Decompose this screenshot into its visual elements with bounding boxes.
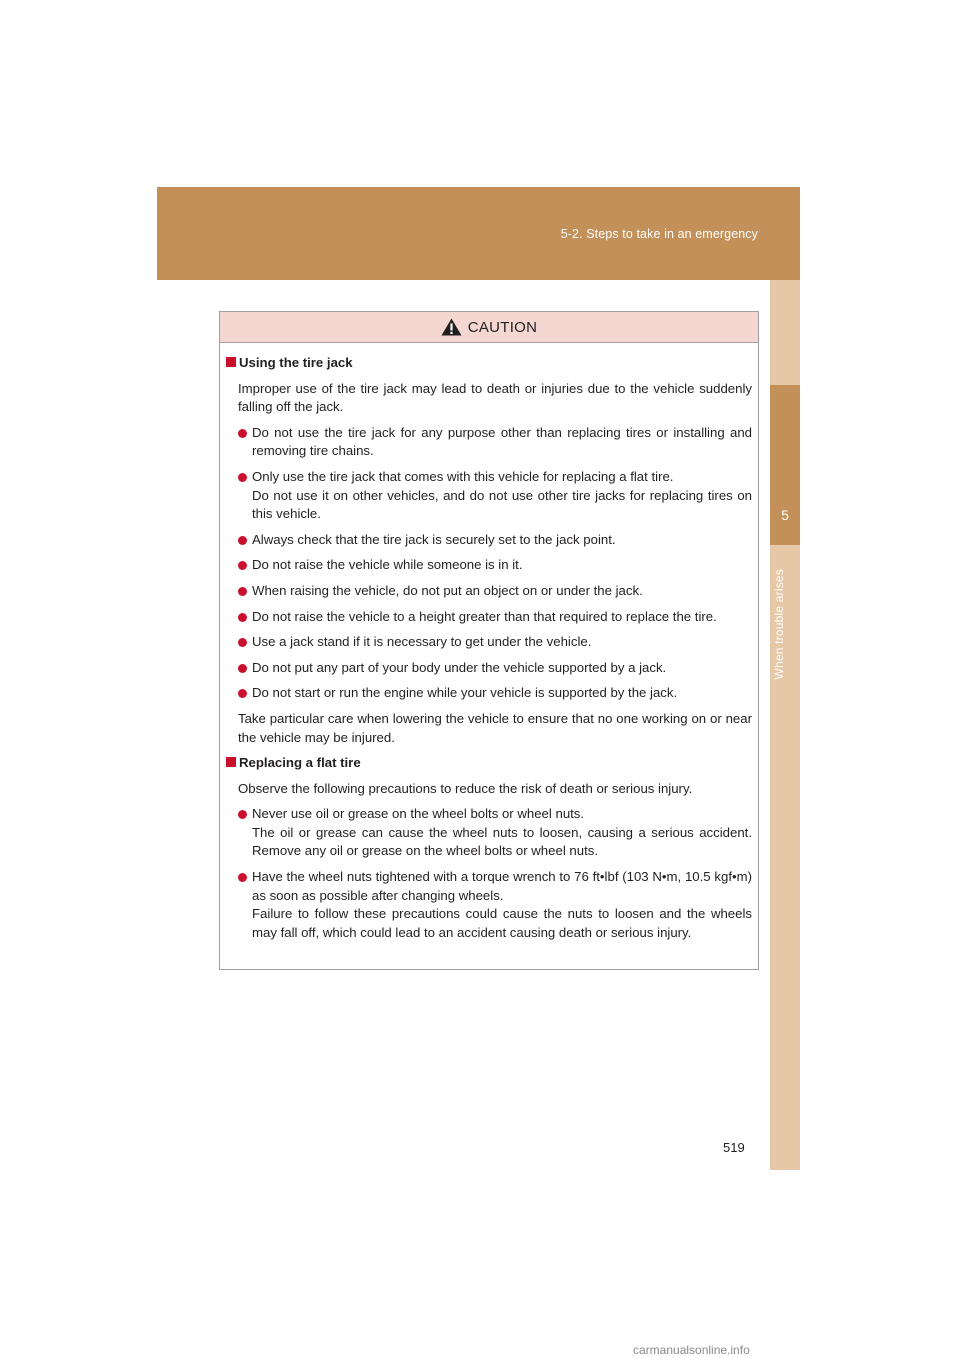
bullet-text	[252, 582, 752, 601]
bullet-text	[252, 468, 752, 524]
red-circle-bullet-icon	[238, 536, 247, 545]
caution-header	[220, 312, 758, 343]
section-intro: Improper use of the tire jack may lead to death or injuries due to the vehicle suddenly falling off the jack.	[238, 380, 752, 415]
heading-text: Using the tire jack	[239, 355, 353, 370]
bullet-line: Have the wheel nuts tightened with a torque wrench to 76 ft•lbf (103 N•m, 10.5 kgf•m) as soon as possible after changing wheels.	[252, 869, 752, 903]
bullet-line: When raising the vehicle, do not put an object on or under the jack.	[252, 582, 643, 598]
bullet-line: Use a jack stand if it is necessary to get under the vehicle.	[252, 634, 592, 650]
bullet-text	[252, 633, 752, 652]
page-number: 519	[723, 1140, 745, 1155]
bullet-line: Do not put any part of your body under the vehicle supported by a jack.	[252, 659, 667, 675]
red-circle-bullet-icon	[238, 810, 247, 819]
bullet-line: The oil or grease can cause the wheel nuts to loosen, causing a serious accident. Remove any oil or grease on the wheel bolts or wheel nuts.	[252, 824, 752, 859]
bullet-text	[252, 556, 752, 575]
bullet-text	[252, 868, 752, 942]
bullet-text	[252, 684, 752, 703]
bullet-line: Never use oil or grease on the wheel bolts or wheel nuts.	[252, 806, 585, 822]
bullet-text	[252, 805, 752, 861]
caution-title: CAUTION	[467, 318, 538, 336]
caution-bullet	[226, 805, 752, 861]
bullet-text	[252, 531, 752, 550]
section-outro: Take particular care when lowering the vehicle to ensure that no one working on or near the vehicle may be injured.	[238, 710, 752, 745]
red-square-bullet-icon	[226, 357, 236, 367]
section-header-band	[157, 187, 800, 280]
red-circle-bullet-icon	[238, 613, 247, 622]
chapter-name: When trouble arises	[772, 569, 786, 680]
caution-bullet	[226, 424, 752, 461]
chapter-tab-active	[770, 385, 800, 680]
bullet-text	[252, 659, 752, 678]
caution-bullet	[226, 633, 752, 652]
caution-bullet	[226, 868, 752, 942]
watermark: carmanualsonline.info	[633, 1343, 750, 1357]
red-circle-bullet-icon	[238, 873, 247, 882]
bullet-line: Do not use it on other vehicles, and do not use other tire jacks for replacing tires on this vehicle.	[252, 487, 752, 522]
caution-section-heading	[226, 354, 752, 373]
section-intro: Observe the following precautions to reduce the risk of death or serious injury.	[238, 780, 693, 796]
chapter-side-tab	[770, 280, 800, 1170]
bullet-line: Do not start or run the engine while your vehicle is supported by the jack.	[252, 685, 678, 701]
red-circle-bullet-icon	[238, 429, 247, 438]
caution-bullet	[226, 468, 752, 524]
red-circle-bullet-icon	[238, 638, 247, 647]
section-title: 5-2. Steps to take in an emergency	[560, 227, 758, 241]
caution-bullet	[226, 684, 752, 703]
red-square-bullet-icon	[226, 757, 236, 767]
bullet-line: Do not raise the vehicle while someone is in it.	[252, 557, 523, 573]
caution-section-heading	[226, 754, 752, 773]
bullet-text	[252, 424, 752, 461]
caution-body	[220, 343, 758, 942]
caution-bullet	[226, 531, 752, 550]
bullet-line: Always check that the tire jack is securely set to the jack point.	[252, 531, 616, 547]
caution-bullet	[226, 608, 752, 627]
heading-text: Replacing a flat tire	[239, 755, 361, 771]
chapter-number: 5	[781, 507, 789, 523]
bullet-line: Only use the tire jack that comes with this vehicle for replacing a flat tire.	[252, 468, 674, 484]
caution-box	[219, 311, 759, 970]
red-circle-bullet-icon	[238, 587, 247, 596]
bullet-line: Do not raise the vehicle to a height greater than that required to replace the tire.	[252, 608, 717, 624]
bullet-line: Do not use the tire jack for any purpose other than replacing tires or installing and removing tire chains.	[252, 424, 752, 459]
bullet-line: Failure to follow these precautions could cause the nuts to loosen and the wheels may fall off, which could lead to an accident causing death or serious injury.	[252, 906, 752, 940]
caution-bullet	[226, 659, 752, 678]
warning-triangle-icon	[441, 318, 462, 336]
bullet-text	[252, 608, 752, 627]
caution-bullet	[226, 582, 752, 601]
red-circle-bullet-icon	[238, 689, 247, 698]
red-circle-bullet-icon	[238, 664, 247, 673]
red-circle-bullet-icon	[238, 561, 247, 570]
red-circle-bullet-icon	[238, 473, 247, 482]
caution-bullet	[226, 556, 752, 575]
